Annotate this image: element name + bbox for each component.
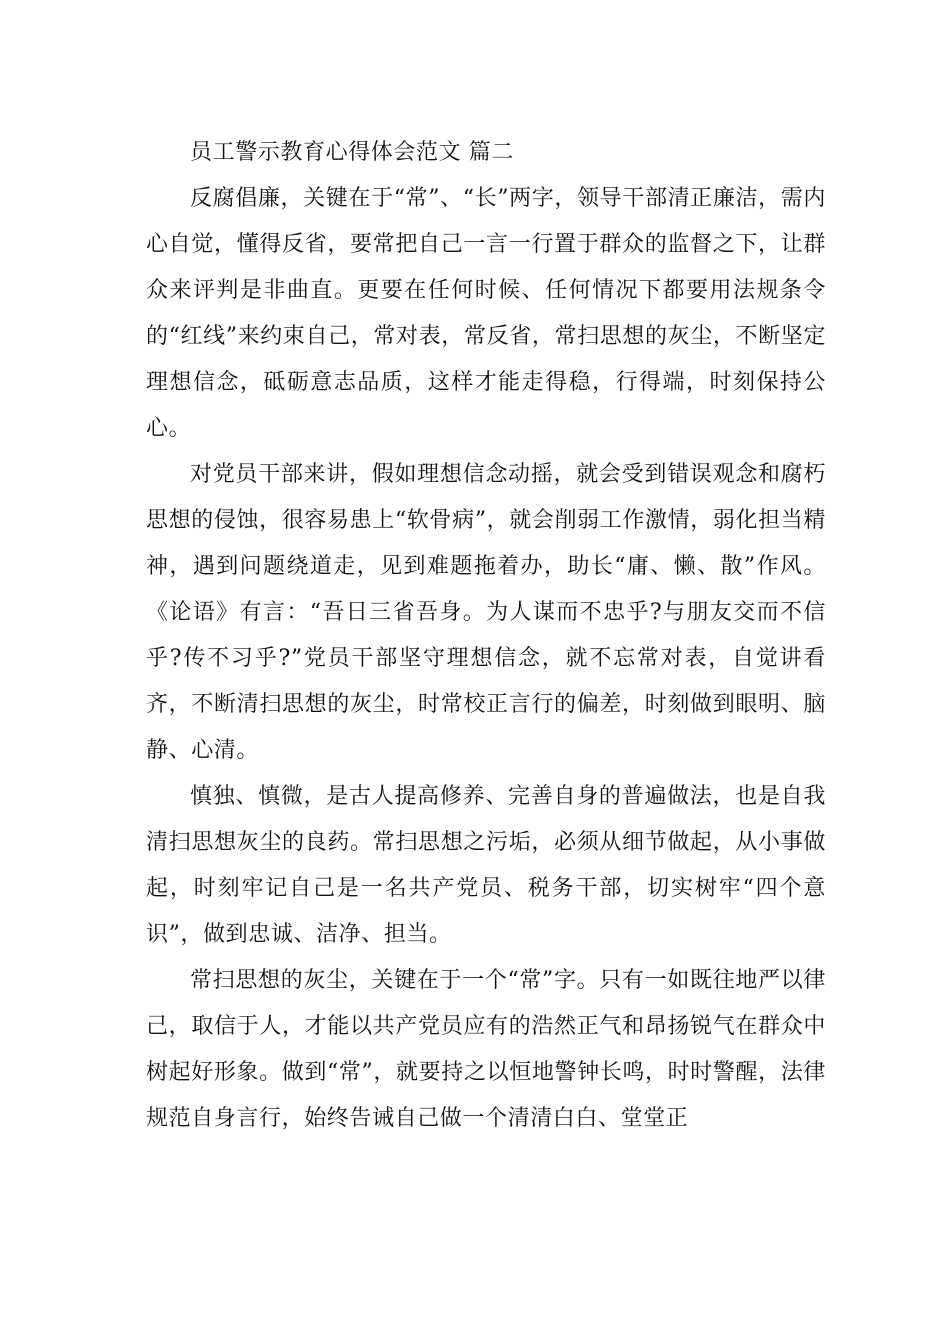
paragraph-1: 反腐倡廉，关键在于“常”、“长”两字，领导干部清正廉洁，需内心自觉，懂得反省，要常把自己一言一行置于群众的监督之下，让群众来评判是非曲直。更要在任何时候、任何情况下都要用法规条令的“红线”来约束自己，常对表，常反省，常扫思想的灰尘，不断坚定理想信念，砥砺意志品质，这样才能走得稳，行得端，时刻保持公心。	[146, 186, 826, 441]
paragraph-2: 对党员干部来讲，假如理想信念动摇，就会受到错误观念和腐朽思想的侵蚀，很容易患上“软骨病”，就会削弱工作激情，弱化担当精神，遇到问题绕道走，见到难题拖着办，助长“庸、懒、散”作风。《论语》有言：“吾日三省吾身。为人谋而不忠乎?与朋友交而不信乎?传不习乎?”党员干部坚守理想信念，就不忘常对表，自觉讲看齐，不断清扫思想的灰尘，时常校正言行的偏差，时刻做到眼明、脑静、心清。	[146, 462, 826, 763]
document-title: 员工警示教育心得体会范文 篇二	[190, 140, 514, 165]
document-body	[146, 130, 826, 1142]
paragraph-3: 慎独、慎微，是古人提高修养、完善自身的普遍做法，也是自我清扫思想灰尘的良药。常扫思想之污垢，必须从细节做起，从小事做起，时刻牢记自己是一名共产党员、税务干部，切实树牢“四个意识”，做到忠诚、洁净、担当。	[146, 784, 826, 947]
paragraph-4: 常扫思想的灰尘，关键在于一个“常”字。只有一如既往地严以律己，取信于人，才能以共产党员应有的浩然正气和昂扬锐气在群众中树起好形象。做到“常”，就要持之以恒地警钟长鸣，时时警醒，法律规范自身言行，始终告诫自己做一个清清白白、堂堂正	[146, 968, 826, 1131]
